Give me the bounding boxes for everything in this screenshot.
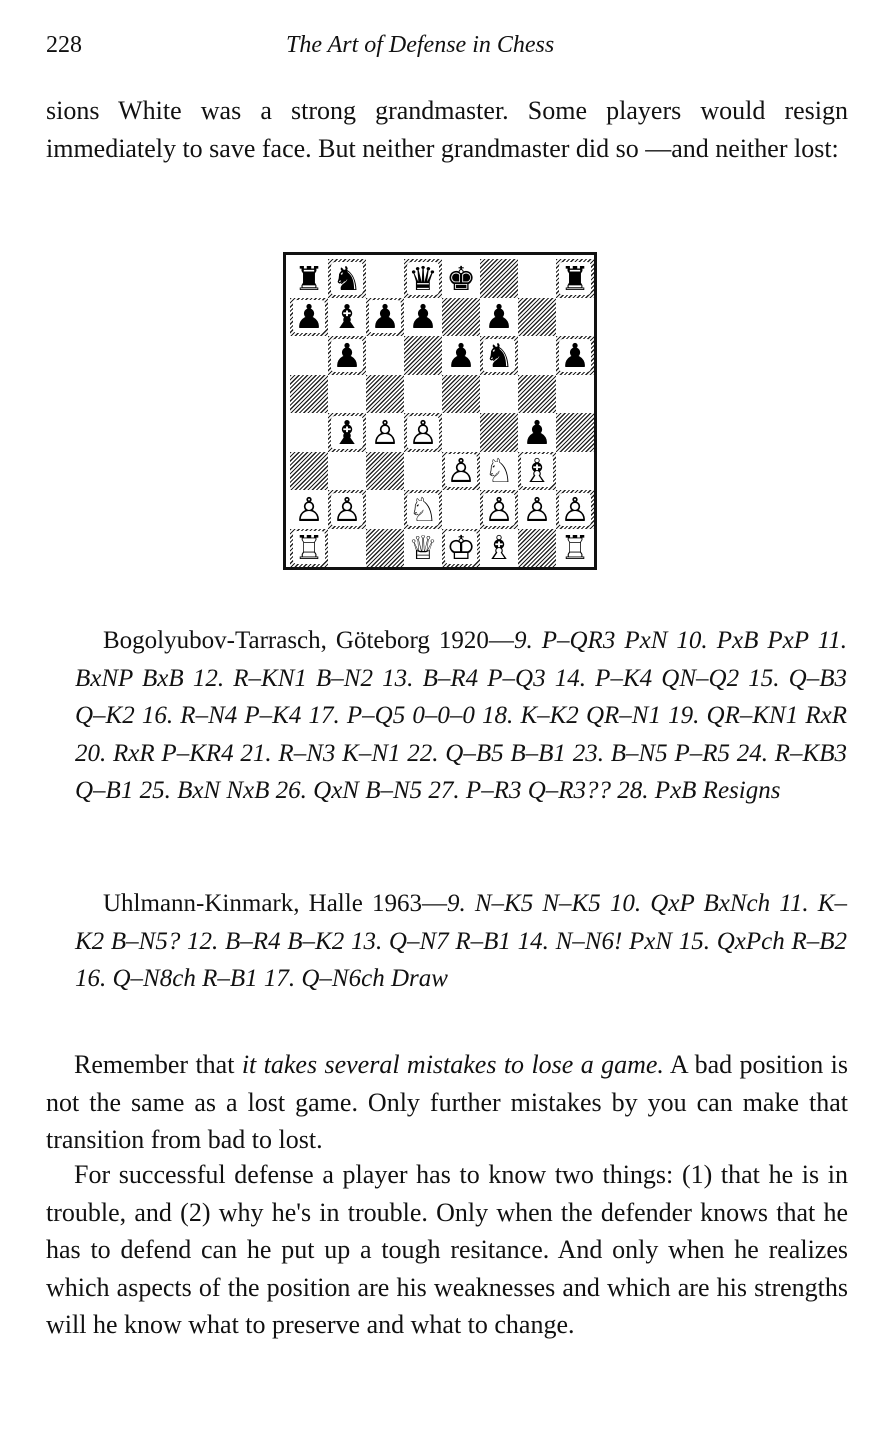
board-square [518, 452, 556, 491]
board-square [328, 413, 366, 452]
board-square [290, 375, 328, 414]
chess-piece-icon: ♙ [294, 490, 324, 529]
board-square [404, 259, 442, 298]
board-square [480, 298, 518, 337]
board-square [556, 413, 594, 452]
chess-piece-icon: ♖ [560, 528, 590, 567]
chess-piece-icon: ♝ [332, 413, 362, 452]
board-square [556, 259, 594, 298]
board-square [442, 452, 480, 491]
chess-piece-icon: ♟ [560, 336, 590, 375]
board-square [404, 298, 442, 337]
board-square [366, 529, 404, 568]
board-square [366, 259, 404, 298]
board-square [328, 336, 366, 375]
board-square [290, 452, 328, 491]
board-square [328, 259, 366, 298]
board-square [366, 490, 404, 529]
board-square [518, 336, 556, 375]
chess-piece-icon: ♕ [408, 528, 438, 567]
chess-piece-icon: ♜ [294, 259, 324, 298]
chess-piece-icon: ♟ [370, 297, 400, 336]
board-square [556, 529, 594, 568]
board-square [518, 529, 556, 568]
chess-piece-icon: ♞ [332, 259, 362, 298]
chess-piece-icon: ♖ [294, 528, 324, 567]
board-square [366, 413, 404, 452]
remember-paragraph [46, 1046, 848, 1159]
chess-board [290, 259, 594, 567]
board-square [328, 452, 366, 491]
board-square [442, 413, 480, 452]
chess-piece-icon: ♙ [522, 490, 552, 529]
chess-diagram [283, 252, 603, 577]
game-2-players: Uhlmann-Kinmark, Halle 1963— [103, 890, 447, 917]
chess-piece-icon: ♞ [484, 336, 514, 375]
chess-piece-icon: ♙ [408, 413, 438, 452]
remember-text-end: A bad position is not the same as a lost game. Only further mistakes by you can make that transition from bad to lost. [46, 1050, 849, 1154]
board-square [442, 529, 480, 568]
chess-piece-icon: ♛ [408, 259, 438, 298]
game-1-players: Bogolyubov-Tarrasch, Göteborg 1920— [103, 627, 514, 654]
board-square [518, 490, 556, 529]
board-square [556, 298, 594, 337]
board-square [442, 259, 480, 298]
board-square [518, 413, 556, 452]
defense-paragraph: For successful defense a player has to know two things: (1) that he is in trouble, and (2) why he's in trouble. Only when the defender knows that he has to defend can he put up a tough resitance. And only when he realizes which aspects of the position are his weaknesses and which are his strengths will he know what to preserve and what to change. [46, 1160, 848, 1339]
board-square [480, 529, 518, 568]
board-square [366, 452, 404, 491]
board-square [442, 298, 480, 337]
chess-piece-icon: ♝ [332, 297, 362, 336]
board-square [290, 298, 328, 337]
page-number: 228 [46, 32, 82, 58]
chess-piece-icon: ♟ [294, 297, 324, 336]
board-square [442, 336, 480, 375]
remember-text-start: Remember that [74, 1050, 242, 1079]
board-frame [283, 252, 597, 570]
board-square [328, 490, 366, 529]
board-square [556, 375, 594, 414]
chess-piece-icon: ♟ [332, 336, 362, 375]
board-square [328, 529, 366, 568]
board-square [328, 298, 366, 337]
board-square [404, 529, 442, 568]
chess-piece-icon: ♙ [484, 490, 514, 529]
chess-piece-icon: ♜ [560, 259, 590, 298]
board-square [404, 336, 442, 375]
chess-piece-icon: ♙ [446, 451, 476, 490]
game-2-moves: 9. N–K5 N–K5 10. QxP BxNch 11. K–K2 B–N5? 12. B–R4 B–K2 13. Q–N7 R–B1 14. N–N6! PxN 15. QxPch R–B2 16. Q–N8ch R–B1 17. Q–N6ch Draw [75, 890, 847, 992]
chess-piece-icon: ♙ [332, 490, 362, 529]
chess-piece-icon: ♙ [370, 413, 400, 452]
board-square [366, 375, 404, 414]
board-square [404, 413, 442, 452]
board-square [480, 336, 518, 375]
intro-paragraph: sions White was a strong grandmaster. Some players would resign immediately to save face. But neither grandmaster did so —and neither lost: [46, 96, 848, 163]
board-square [556, 490, 594, 529]
board-square [480, 375, 518, 414]
chess-piece-icon: ♟ [408, 297, 438, 336]
chess-piece-icon: ♟ [522, 413, 552, 452]
board-square [518, 259, 556, 298]
board-square [404, 452, 442, 491]
game-1-notation [75, 622, 847, 810]
chess-piece-icon: ♗ [522, 451, 552, 490]
chess-piece-icon: ♘ [408, 490, 438, 529]
remember-emphasis: it takes several mistakes to lose a game. [241, 1050, 664, 1079]
board-square [290, 259, 328, 298]
board-square [480, 452, 518, 491]
chess-piece-icon: ♚ [446, 259, 476, 298]
board-square [480, 413, 518, 452]
running-title: The Art of Defense in Chess [286, 32, 555, 58]
page-header [46, 32, 846, 62]
board-square [442, 375, 480, 414]
chess-piece-icon: ♗ [484, 528, 514, 567]
chess-piece-icon: ♔ [446, 528, 476, 567]
board-square [290, 529, 328, 568]
board-square [518, 375, 556, 414]
board-square [404, 375, 442, 414]
board-square [366, 298, 404, 337]
game-2-notation [75, 885, 847, 998]
chess-piece-icon: ♘ [484, 451, 514, 490]
board-square [404, 490, 442, 529]
board-square [290, 490, 328, 529]
board-square [480, 259, 518, 298]
chess-piece-icon: ♟ [446, 336, 476, 375]
board-square [556, 452, 594, 491]
board-square [518, 298, 556, 337]
board-square [328, 375, 366, 414]
game-1-moves: 9. P–QR3 PxN 10. PxB PxP 11. BxNP BxB 12. R–KN1 B–N2 13. B–R4 P–Q3 14. P–K4 QN–Q2 15. Q–B3 Q–K2 16. R–N4 P–K4 17. P–Q5 0–0–0 18. K–K2 QR–N1 19. QR–KN1 RxR 20. RxR P–KR4 21. R–N3 K–N1 22. Q–B5 B–B1 23. B–N5 P–R5 24. R–KB3 Q–B1 25. BxN NxB 26. QxN B–N5 27. P–R3 Q–R3?? 28. PxB Resigns [75, 627, 848, 804]
board-square [290, 336, 328, 375]
board-square [480, 490, 518, 529]
board-square [556, 336, 594, 375]
chess-piece-icon: ♟ [484, 297, 514, 336]
chess-piece-icon: ♙ [560, 490, 590, 529]
board-square [290, 413, 328, 452]
board-square [442, 490, 480, 529]
board-square [366, 336, 404, 375]
